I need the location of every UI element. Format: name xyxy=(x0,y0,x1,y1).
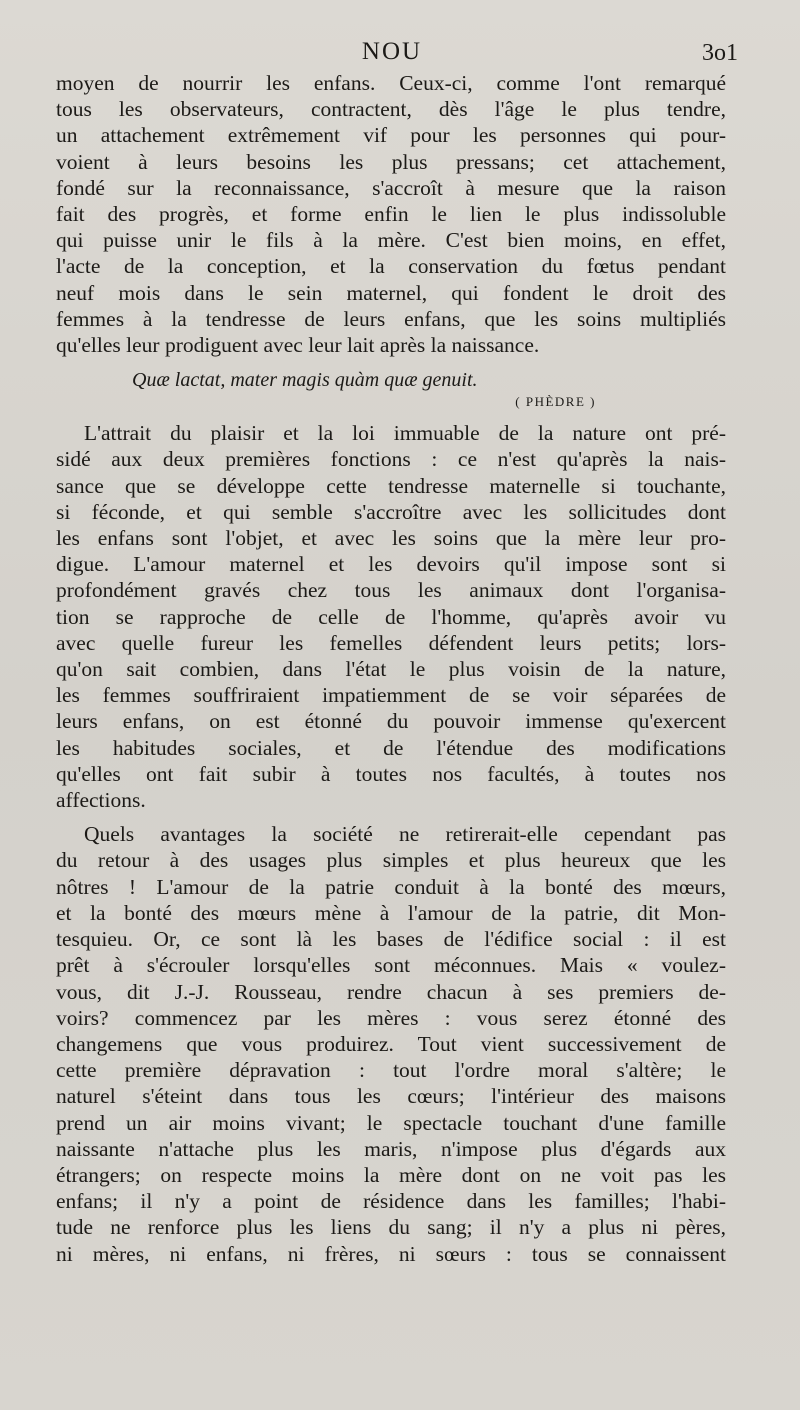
text-line: vous, dit J.-J. Rousseau, rendre chacun à ses premiers de- xyxy=(56,979,726,1004)
text-line: Quels avantages la société ne retirerait-elle cependant pas xyxy=(84,822,726,847)
quote-attribution: ( PHÈDRE ) xyxy=(515,394,596,410)
text-line: naturel s'éteint dans tous les cœurs; l'intérieur des maisons xyxy=(56,1084,726,1109)
text-line: cette première dépravation : tout l'ordre moral s'altère; le xyxy=(56,1058,726,1083)
text-line: tesquieu. Or, ce sont là les bases de l'édifice social : il est xyxy=(56,927,726,952)
text-line: les habitudes sociales, et de l'étendue des modifications xyxy=(56,735,726,760)
paragraph-3 xyxy=(56,821,726,1266)
text-line: tous les observateurs, contractent, dès l'âge le plus tendre, xyxy=(56,97,726,122)
text-line: les femmes souffriraient impatiemment de se voir séparées de xyxy=(56,683,726,708)
text-line: profondément gravés chez tous les animaux dont l'organisa- xyxy=(56,578,726,603)
text-line: prend un air moins vivant; le spectacle touchant d'une famille xyxy=(56,1110,726,1135)
text-line: qu'on sait combien, dans l'état le plus voisin de la nature, xyxy=(56,657,726,682)
text-line: avec quelle fureur les femelles défendent leurs petits; lors- xyxy=(56,630,726,655)
latin-quote: Quæ lactat, mater magis quàm quæ genuit. xyxy=(132,369,478,392)
text-line: étrangers; on respecte moins la mère dont on ne voit pas les xyxy=(56,1162,726,1187)
text-line: voirs? commencez par les mères : vous serez étonné des xyxy=(56,1005,726,1030)
text-line: affections. xyxy=(56,788,146,813)
text-line: si féconde, et qui semble s'accroître avec les sollicitudes dont xyxy=(56,499,726,524)
text-line: sidé aux deux premières fonctions : ce n'est qu'après la nais- xyxy=(56,447,726,472)
text-line: changemens que vous produirez. Tout vient successivement de xyxy=(56,1031,726,1056)
text-line: naissante n'attache plus les maris, n'impose plus d'égards aux xyxy=(56,1136,726,1161)
text-line: tude ne renforce plus les liens du sang; il n'y a plus ni pères, xyxy=(56,1215,726,1240)
text-line: enfans; il n'y a point de résidence dans les familles; l'habi- xyxy=(56,1189,726,1214)
text-line: l'acte de la conception, et la conservation du fœtus pendant xyxy=(56,254,726,279)
text-line: fondé sur la reconnaissance, s'accroît à mesure que la raison xyxy=(56,175,726,200)
text-line: qu'elles leur prodiguent avec leur lait après la naissance. xyxy=(56,333,540,358)
page-header xyxy=(56,38,738,74)
text-line: qu'elles ont fait subir à toutes nos facultés, à toutes nos xyxy=(56,761,726,786)
text-line: tion se rapproche de celle de l'homme, qu'après avoir vu xyxy=(56,604,726,629)
paragraph-1 xyxy=(56,70,726,358)
text-line: fait des progrès, et forme enfin le lien le plus indissoluble xyxy=(56,202,726,227)
text-line: moyen de nourrir les enfans. Ceux-ci, comme l'ont remarqué xyxy=(56,71,726,95)
text-line: nôtres ! L'amour de la patrie conduit à la bonté des mœurs, xyxy=(56,874,726,899)
text-line: prêt à s'écrouler lorsqu'elles sont méconnues. Mais « voulez- xyxy=(56,953,726,978)
text-line: un attachement extrêmement vif pour les personnes qui pour- xyxy=(56,123,726,148)
text-line: du retour à des usages plus simples et plus heureux que les xyxy=(56,848,726,873)
text-line: ni mères, ni enfans, ni frères, ni sœurs : tous se connaissent xyxy=(56,1241,726,1266)
text-line: qui puisse unir le fils à la mère. C'est bien moins, en effet, xyxy=(56,228,726,253)
text-line: et la bonté des mœurs mène à l'amour de la patrie, dit Mon- xyxy=(56,900,726,925)
text-line: L'attrait du plaisir et la loi immuable de la nature ont pré- xyxy=(84,421,726,446)
page-number: 3o1 xyxy=(702,40,738,66)
text-line: leurs enfans, on est étonné du pouvoir immense qu'exercent xyxy=(56,709,726,734)
text-line: femmes à la tendresse de leurs enfans, que les soins multipliés xyxy=(56,306,726,331)
paragraph-2 xyxy=(56,420,726,813)
text-line: les enfans sont l'objet, et avec les soins que la mère leur pro- xyxy=(56,526,726,551)
text-line: neuf mois dans le sein maternel, qui fondent le droit des xyxy=(56,280,726,305)
running-title: NOU xyxy=(361,38,423,65)
text-line: sance que se développe cette tendresse maternelle si touchante, xyxy=(56,473,726,498)
body-text xyxy=(56,70,726,1267)
text-line: digue. L'amour maternel et les devoirs qu'il impose sont si xyxy=(56,552,726,577)
text-line: voient à leurs besoins les plus pressans; cet attachement, xyxy=(56,149,726,174)
